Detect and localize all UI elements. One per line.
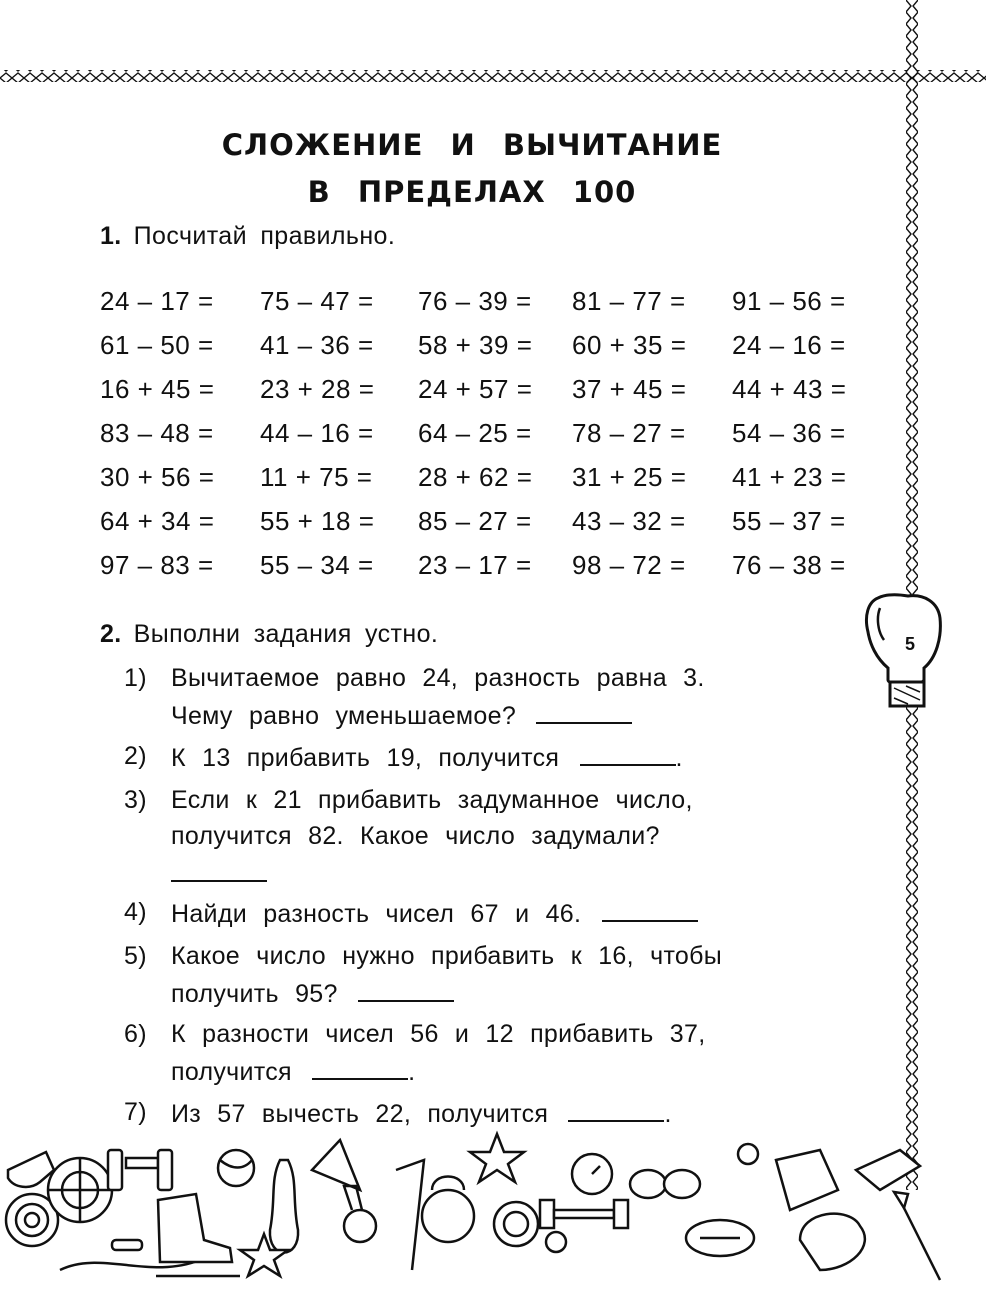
question-text: Найди разность чисел 67 и 46. (171, 900, 582, 928)
page-title-line-2: В ПРЕДЕЛАХ 100 (307, 175, 637, 209)
exercise: 44 – 16 = (260, 418, 374, 448)
exercise: 60 + 35 = (572, 330, 687, 360)
question-text: Из 57 вычесть 22, получится (171, 1100, 549, 1128)
answer-blank[interactable] (568, 1098, 664, 1122)
question-3 (0, 786, 900, 896)
exercise: 28 + 62 = (418, 462, 533, 492)
question-number: 6) (124, 1020, 147, 1048)
exercise: 83 – 48 = (100, 418, 214, 448)
exercise: 61 – 50 = (100, 330, 214, 360)
task-1-number: 1. (100, 222, 122, 250)
exercise: 24 + 57 = (418, 374, 533, 404)
exercise: 41 – 36 = (260, 330, 374, 360)
question-number: 2) (124, 742, 147, 770)
question-number: 5) (124, 942, 147, 970)
question-tail: . (664, 1100, 672, 1128)
exercise: 78 – 27 = (572, 418, 686, 448)
question-text: Какое число нужно прибавить к 16, чтобы (171, 942, 723, 970)
task-1-instruction: Посчитай правильно. (133, 222, 396, 250)
question-text: Вычитаемое равно 24, разность равна 3. (171, 664, 705, 692)
sports-doodle-strip-icon (0, 1130, 986, 1299)
question-6 (0, 1020, 900, 1090)
exercise: 91 – 56 = (732, 286, 846, 316)
exercise: 75 – 47 = (260, 286, 374, 316)
exercise: 24 – 17 = (100, 286, 214, 316)
task-1-heading (100, 222, 395, 251)
exercise: 76 – 38 = (732, 550, 846, 580)
exercise: 37 + 45 = (572, 374, 687, 404)
answer-blank[interactable] (602, 898, 698, 922)
exercise: 55 – 34 = (260, 550, 374, 580)
question-1 (0, 664, 900, 734)
exercise: 24 – 16 = (732, 330, 846, 360)
question-text-line-2 (171, 978, 454, 1009)
answer-blank[interactable] (536, 700, 632, 724)
answer-blank[interactable] (171, 858, 267, 882)
answer-blank[interactable] (580, 742, 676, 766)
exercise: 98 – 72 = (572, 550, 686, 580)
question-text: получится (171, 1058, 292, 1086)
question-tail: . (675, 744, 683, 772)
exercise: 11 + 75 = (260, 462, 373, 492)
exercise: 85 – 27 = (418, 506, 532, 536)
question-text: Если к 21 прибавить задуманное число, (171, 786, 693, 814)
exercise: 55 + 18 = (260, 506, 375, 536)
page-number: 5 (904, 634, 915, 654)
question-text-line-3 (171, 858, 267, 889)
question-2 (0, 742, 900, 778)
question-5 (0, 942, 900, 1012)
question-number: 3) (124, 786, 147, 814)
question-4 (0, 898, 900, 934)
question-text: Чему равно уменьшаемое? (171, 702, 517, 730)
page-title-line-1: СЛОЖЕНИЕ И ВЫЧИТАНИЕ (221, 128, 723, 162)
exercise: 55 – 37 = (732, 506, 846, 536)
question-text: получить 95? (171, 980, 338, 1008)
question-tail: . (408, 1058, 416, 1086)
question-text: К 13 прибавить 19, получится (171, 744, 560, 772)
exercise: 31 + 25 = (572, 462, 687, 492)
question-text: К разности чисел 56 и 12 прибавить 37, (171, 1020, 706, 1048)
exercise: 64 – 25 = (418, 418, 532, 448)
exercise: 16 + 45 = (100, 374, 215, 404)
task-2-number: 2. (100, 620, 122, 648)
question-number: 7) (124, 1098, 147, 1126)
question-text-line-2 (171, 700, 632, 731)
exercise: 76 – 39 = (418, 286, 532, 316)
question-text-line-1 (171, 742, 683, 773)
exercise: 30 + 56 = (100, 462, 215, 492)
exercise: 44 + 43 = (732, 374, 847, 404)
exercise: 54 – 36 = (732, 418, 846, 448)
task-2-instruction: Выполни задания устно. (133, 620, 439, 648)
question-7 (0, 1098, 900, 1134)
exercise: 81 – 77 = (572, 286, 686, 316)
answer-blank[interactable] (358, 978, 454, 1002)
exercise: 43 – 32 = (572, 506, 686, 536)
answer-blank[interactable] (312, 1056, 408, 1080)
exercise: 23 – 17 = (418, 550, 532, 580)
exercise: 97 – 83 = (100, 550, 214, 580)
exercise: 64 + 34 = (100, 506, 215, 536)
question-text-line-1 (171, 898, 698, 929)
question-text: получится 82. Какое число задумали? (171, 822, 660, 850)
exercise: 58 + 39 = (418, 330, 533, 360)
question-text-line-2 (171, 1056, 415, 1087)
task-2-heading (100, 620, 438, 649)
question-number: 4) (124, 898, 147, 926)
question-text-line-1 (171, 1098, 672, 1129)
question-number: 1) (124, 664, 147, 692)
exercise: 23 + 28 = (260, 374, 375, 404)
exercise: 41 + 23 = (732, 462, 847, 492)
